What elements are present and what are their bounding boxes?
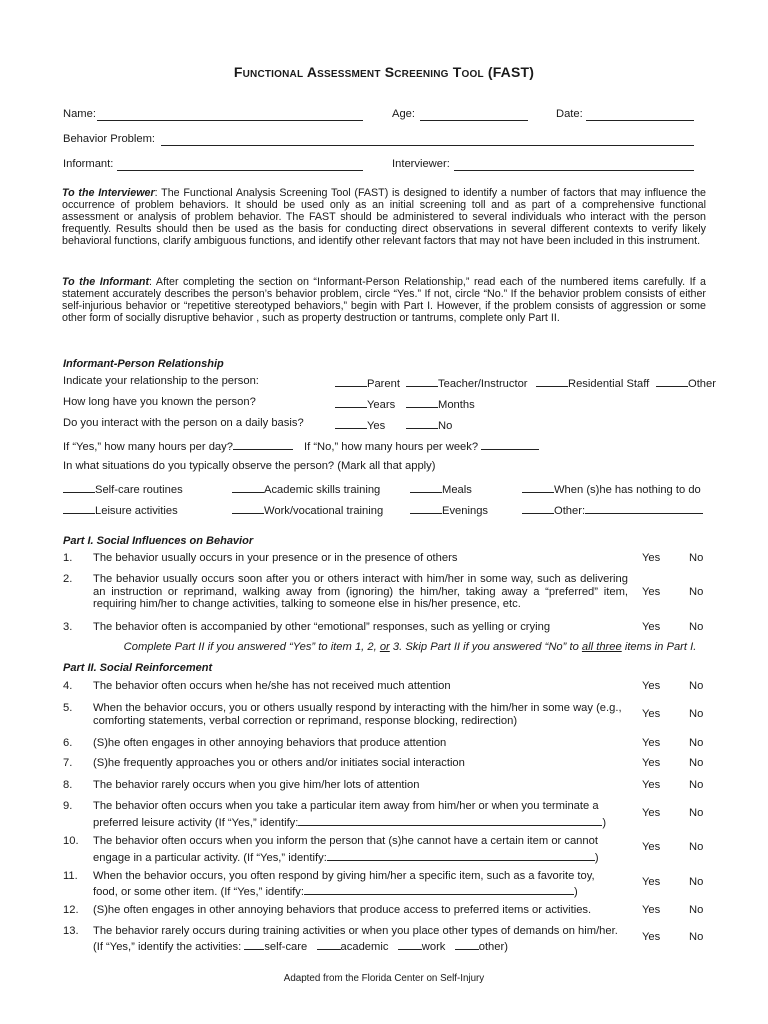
item-text: (S)he often engages in other annoying behaviors that produce attention bbox=[93, 737, 447, 749]
item-number: 3. bbox=[63, 621, 73, 633]
situation-evenings[interactable]: Evenings bbox=[410, 502, 488, 517]
hours-per-week: If “No,” how many hours per week? bbox=[304, 438, 539, 453]
item-number: 11. bbox=[63, 870, 78, 882]
item-text: When the behavior occurs, you or others usually respond by interacting with the him/her in some way (e.g., comforting statements, verbal correction or reprimand, response blocking, redirection) bbox=[93, 702, 622, 727]
item-number: 10. bbox=[63, 835, 79, 847]
other-blank[interactable] bbox=[455, 938, 479, 950]
situation-leisure[interactable]: Leisure activities bbox=[63, 502, 178, 517]
situation-other-field[interactable] bbox=[585, 502, 703, 514]
informant-label: Informant: bbox=[63, 158, 114, 170]
option-residential-staff[interactable]: Residential Staff bbox=[536, 375, 649, 390]
answer-yes[interactable]: Yes bbox=[642, 621, 661, 633]
answer-yes[interactable]: Yes bbox=[642, 904, 661, 916]
date-label: Date: bbox=[556, 108, 583, 120]
part1-heading: Part I. Social Influences on Behavior bbox=[63, 535, 254, 547]
hours-per-day: If “Yes,” how many hours per day? bbox=[63, 438, 293, 453]
name-label: Name: bbox=[63, 108, 96, 120]
situation-academic[interactable]: Academic skills training bbox=[232, 481, 380, 496]
item-text: The behavior often occurs when you take a particular item away from him/her or when you terminate a bbox=[93, 800, 599, 812]
answer-yes[interactable]: Yes bbox=[642, 737, 661, 749]
answer-no[interactable]: No bbox=[689, 757, 704, 769]
item-text: The behavior rarely occurs during training activities or when you place other types of demands on him/her. bbox=[93, 925, 618, 937]
item-text: The behavior often occurs when he/she has not received much attention bbox=[93, 680, 451, 692]
item-text: The behavior often is accompanied by other “emotional” responses, such as yelling or crying bbox=[93, 621, 551, 633]
answer-no[interactable]: No bbox=[689, 931, 704, 943]
option-years[interactable]: Years bbox=[335, 396, 395, 411]
how-long-question: How long have you known the person? bbox=[63, 396, 256, 408]
situation-meals[interactable]: Meals bbox=[410, 481, 472, 496]
answer-no[interactable]: No bbox=[689, 737, 704, 749]
answer-no[interactable]: No bbox=[689, 904, 704, 916]
item-text: The behavior rarely occurs when you give him/her lots of attention bbox=[93, 779, 420, 791]
answer-yes[interactable]: Yes bbox=[642, 586, 661, 598]
answer-no[interactable]: No bbox=[689, 841, 704, 853]
date-field[interactable] bbox=[586, 108, 694, 121]
answer-no[interactable]: No bbox=[689, 807, 704, 819]
form-title: Functional Assessment Screening Tool (FAST) bbox=[233, 64, 535, 80]
answer-no[interactable]: No bbox=[689, 680, 704, 692]
answer-no[interactable]: No bbox=[689, 876, 704, 888]
behavior-problem-label: Behavior Problem: bbox=[63, 133, 156, 145]
skip-instruction: Complete Part II if you answered “Yes” to item 1, 2, or 3. Skip Part II if you answered “No” to all three items in Part I. bbox=[123, 641, 697, 653]
answer-yes[interactable]: Yes bbox=[642, 757, 661, 769]
part2-heading: Part II. Social Reinforcement bbox=[63, 662, 213, 674]
selfcare-blank[interactable] bbox=[244, 938, 264, 950]
informant-instructions bbox=[62, 276, 706, 324]
age-field[interactable] bbox=[420, 108, 528, 121]
identify-field[interactable] bbox=[304, 883, 574, 895]
item-number: 13. bbox=[63, 925, 79, 937]
situation-other[interactable]: Other: bbox=[522, 502, 703, 517]
hours-per-week-field[interactable] bbox=[481, 438, 539, 450]
answer-no[interactable]: No bbox=[689, 552, 704, 564]
answer-no[interactable]: No bbox=[689, 708, 704, 720]
interviewer-lead: To the Interviewer bbox=[62, 187, 155, 199]
item-text: The behavior usually occurs in your presence or in the presence of others bbox=[93, 552, 458, 564]
item-number: 2. bbox=[63, 573, 73, 585]
informant-field[interactable] bbox=[117, 158, 363, 171]
answer-yes[interactable]: Yes bbox=[642, 876, 661, 888]
item-text: (S)he often engages in other annoying behaviors that produce access to preferred items or activities. bbox=[93, 904, 592, 916]
answer-yes[interactable]: Yes bbox=[642, 680, 661, 692]
informant-lead: To the Informant bbox=[62, 276, 150, 288]
item-text-identify: food, or some other item. (If “Yes,” identify: ) bbox=[93, 883, 578, 898]
answer-yes[interactable]: Yes bbox=[642, 552, 661, 564]
answer-no[interactable]: No bbox=[689, 586, 704, 598]
item-number: 12. bbox=[63, 904, 79, 916]
relationship-question: Indicate your relationship to the person: bbox=[63, 375, 259, 387]
answer-no[interactable]: No bbox=[689, 779, 704, 791]
age-label: Age: bbox=[392, 108, 416, 120]
interviewer-field[interactable] bbox=[454, 158, 694, 171]
option-daily-yes[interactable]: Yes bbox=[335, 417, 385, 432]
item-number: 1. bbox=[63, 552, 73, 564]
option-other[interactable]: Other bbox=[656, 375, 716, 390]
option-parent[interactable]: Parent bbox=[335, 375, 400, 390]
situation-work[interactable]: Work/vocational training bbox=[232, 502, 383, 517]
item-number: 8. bbox=[63, 779, 73, 791]
daily-question: Do you interact with the person on a daily basis? bbox=[63, 417, 304, 429]
answer-yes[interactable]: Yes bbox=[642, 779, 661, 791]
footer-attribution: Adapted from the Florida Center on Self-Injury bbox=[283, 973, 485, 984]
item-number: 9. bbox=[63, 800, 73, 812]
item-text: (S)he frequently approaches you or others and/or initiates social interaction bbox=[93, 757, 465, 769]
situation-nothing-to-do[interactable]: When (s)he has nothing to do bbox=[522, 481, 701, 496]
item-number: 7. bbox=[63, 757, 73, 769]
interviewer-text: : The Functional Analysis Screening Tool (FAST) is designed to identify a number of factors that may influence the occurrence of problem behaviors. It should be used only as an initial screening toll and as part of a comprehensive functional assessment or analysis of problem behavior. The FAST should be administered to several individuals who interact with the person frequently. Results should then be used as the basis for conducting direct observations in several different contexts to verify likely behavioral functions, clarify ambiguous functions, and identify other relevant factors that may not have been included in this instrument. bbox=[62, 187, 707, 248]
option-teacher[interactable]: Teacher/Instructor bbox=[406, 375, 528, 390]
item-text: The behavior usually occurs soon after you or others interact with him/her in some way, such as delivering an instruction or reprimand, walking away from (ignoring) the him/her, taking away a “preferred” item, requiring him/her to change activities, talking to someone else in his/her presence, etc. bbox=[93, 573, 628, 611]
item-number: 4. bbox=[63, 680, 73, 692]
answer-yes[interactable]: Yes bbox=[642, 708, 661, 720]
answer-yes[interactable]: Yes bbox=[642, 931, 661, 943]
item-text-identify: engage in a particular activity. (If “Yes,” identify: ) bbox=[93, 849, 599, 864]
behavior-problem-field[interactable] bbox=[161, 133, 694, 146]
relationship-heading: Informant-Person Relationship bbox=[63, 358, 224, 370]
situations-question: In what situations do you typically observe the person? (Mark all that apply) bbox=[63, 460, 436, 472]
interviewer-instructions bbox=[62, 187, 706, 247]
item-text: When the behavior occurs, you often respond by giving him/her a specific item, such as a favorite toy, bbox=[93, 870, 595, 882]
academic-blank[interactable] bbox=[317, 938, 341, 950]
answer-yes[interactable]: Yes bbox=[642, 807, 661, 819]
answer-no[interactable]: No bbox=[689, 621, 704, 633]
identify-field[interactable] bbox=[298, 814, 602, 826]
item-number: 6. bbox=[63, 737, 73, 749]
work-blank[interactable] bbox=[398, 938, 422, 950]
answer-yes[interactable]: Yes bbox=[642, 841, 661, 853]
name-field[interactable] bbox=[97, 108, 363, 121]
item-text-identify: preferred leisure activity (If “Yes,” identify: ) bbox=[93, 814, 606, 829]
item-text: The behavior often occurs when you inform the person that (s)he cannot have a certain item or cannot bbox=[93, 835, 598, 847]
item-number: 5. bbox=[63, 702, 73, 714]
option-months[interactable]: Months bbox=[406, 396, 475, 411]
item-text-activities: (If “Yes,” identify the activities: self-care academic work other) bbox=[93, 938, 508, 953]
option-daily-no[interactable]: No bbox=[406, 417, 452, 432]
identify-field[interactable] bbox=[327, 849, 595, 861]
situation-self-care[interactable]: Self-care routines bbox=[63, 481, 183, 496]
hours-per-day-field[interactable] bbox=[233, 438, 293, 450]
informant-text: : After completing the section on “Informant-Person Relationship,” read each of the numbered items carefully. If a statement accurately describes the person’s behavior problem, circle “Yes.” If not, circle “No.” If the behavior problem consists of either self-injurious behavior or “repetitive stereotyped behaviors,” begin with Part I. However, if the problem consists of aggression or some other form of socially disruptive behavior , such as property destruction or tantrums, complete only Part II. bbox=[62, 276, 706, 325]
interviewer-label: Interviewer: bbox=[392, 158, 450, 170]
